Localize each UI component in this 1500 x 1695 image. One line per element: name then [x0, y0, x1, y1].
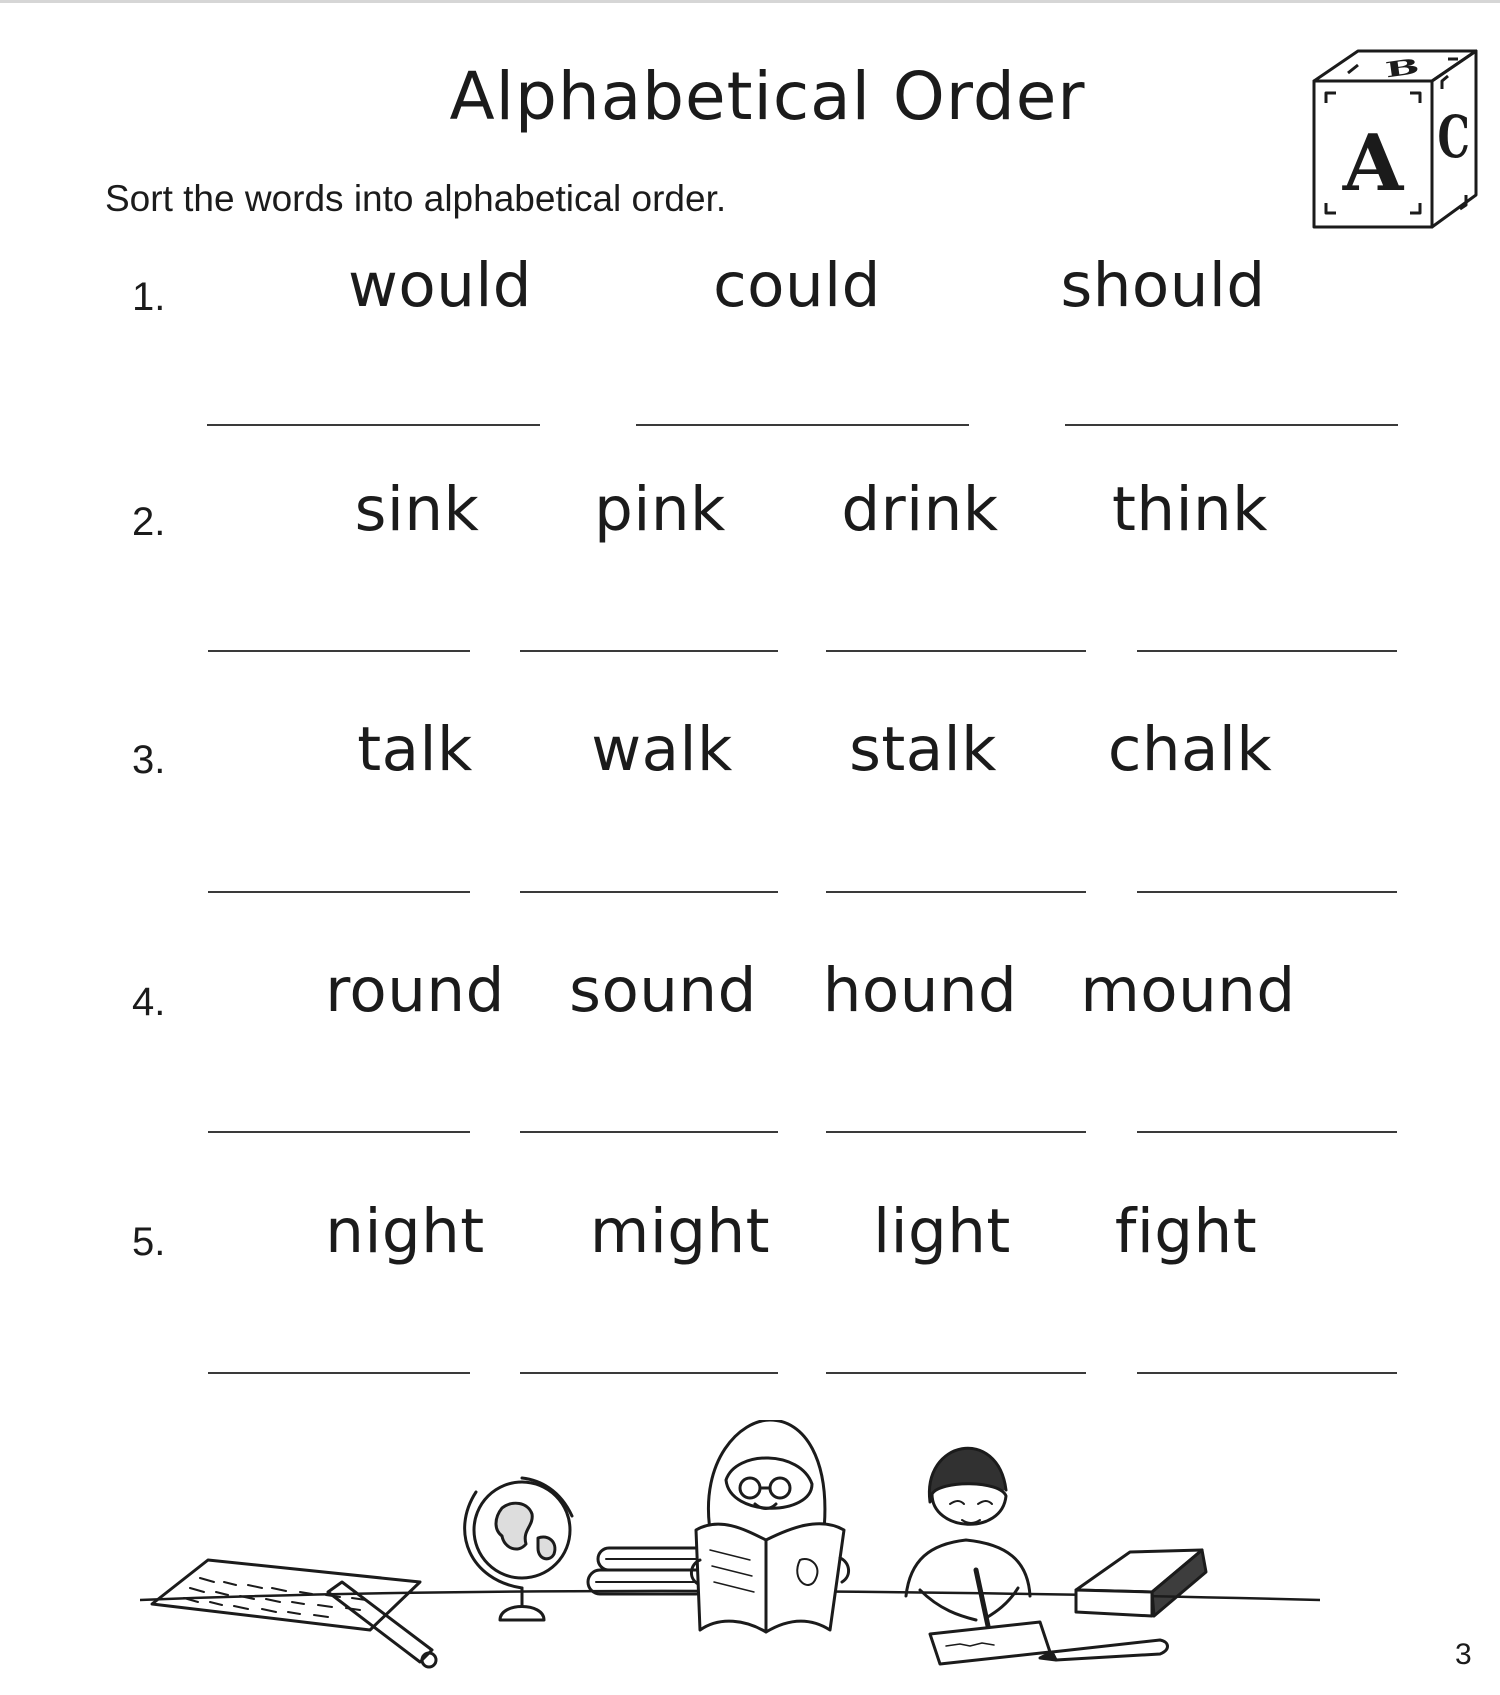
answer-line-1-1[interactable]	[207, 424, 540, 426]
word-fight: fight	[1114, 1196, 1258, 1267]
answer-line-3-3[interactable]	[826, 891, 1086, 893]
word-drink: drink	[841, 474, 999, 545]
answer-line-1-3[interactable]	[1065, 424, 1398, 426]
answer-line-2-3[interactable]	[826, 650, 1086, 652]
answer-line-5-4[interactable]	[1137, 1372, 1397, 1374]
instruction-text: Sort the words into alphabetical order.	[105, 178, 727, 219]
answer-line-3-2[interactable]	[520, 891, 778, 893]
abc-block-icon	[1308, 45, 1483, 233]
word-pink: pink	[594, 474, 726, 545]
word-think: think	[1111, 474, 1269, 545]
answer-line-5-3[interactable]	[826, 1372, 1086, 1374]
question-number: 1.	[132, 275, 166, 319]
block-letter-c: C	[1437, 102, 1470, 171]
answer-line-2-1[interactable]	[208, 650, 470, 652]
answer-line-3-1[interactable]	[208, 891, 470, 893]
question-number: 3.	[132, 738, 166, 782]
word-stalk: stalk	[849, 714, 997, 785]
answer-line-1-2[interactable]	[636, 424, 969, 426]
answer-line-2-2[interactable]	[520, 650, 778, 652]
block-letter-b: B	[1383, 53, 1422, 83]
answer-line-4-3[interactable]	[826, 1131, 1086, 1133]
question-number: 5.	[132, 1220, 166, 1264]
question-number: 4.	[132, 980, 166, 1024]
boy-writing-icon	[906, 1448, 1050, 1664]
answer-line-2-4[interactable]	[1137, 650, 1397, 652]
answer-line-5-2[interactable]	[520, 1372, 778, 1374]
answer-line-3-4[interactable]	[1137, 891, 1397, 893]
scan-edge	[0, 0, 1500, 3]
globe-icon	[465, 1478, 572, 1620]
word-sound: sound	[569, 955, 757, 1026]
word-walk: walk	[591, 714, 733, 785]
word-round: round	[325, 955, 505, 1026]
answer-line-4-1[interactable]	[208, 1131, 470, 1133]
word-night: night	[325, 1196, 485, 1267]
page-number: 3	[1455, 1638, 1472, 1671]
word-mound: mound	[1080, 955, 1296, 1026]
word-could: could	[713, 250, 881, 321]
pen-icon	[1040, 1640, 1168, 1660]
girl-reading-icon	[691, 1420, 848, 1632]
question-number: 2.	[132, 500, 166, 544]
word-talk: talk	[357, 714, 473, 785]
word-chalk: chalk	[1107, 714, 1273, 785]
word-sink: sink	[354, 474, 480, 545]
answer-line-5-1[interactable]	[208, 1372, 470, 1374]
answer-line-4-4[interactable]	[1137, 1131, 1397, 1133]
word-hound: hound	[822, 955, 1018, 1026]
block-letter-a: A	[1342, 118, 1404, 209]
page-title: Alphabetical Order	[449, 58, 1086, 135]
word-light: light	[873, 1196, 1011, 1267]
word-would: would	[347, 250, 533, 321]
answer-line-4-2[interactable]	[520, 1131, 778, 1133]
closed-book-icon	[1076, 1550, 1206, 1616]
word-should: should	[1060, 250, 1266, 321]
word-might: might	[589, 1196, 771, 1267]
classroom-illustration	[140, 1420, 1320, 1690]
